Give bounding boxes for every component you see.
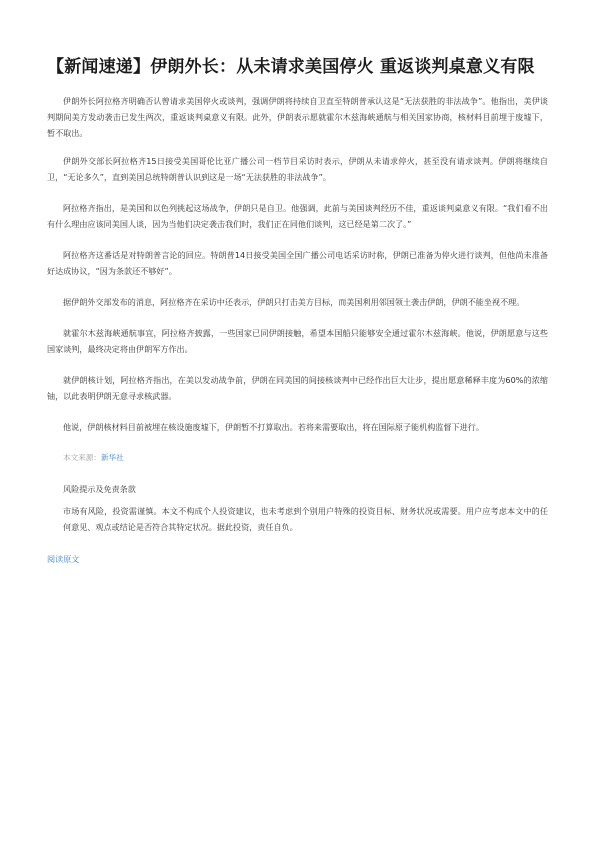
source-label: 本文来源：: [63, 453, 101, 462]
paragraph-trump-response: 阿拉格齐这番话是对特朗普言论的回应。特朗普14日接受美国全国广播公司电话采访时称，伊朗已准备为停火进行谈判，但他尚未准备好达成协议，“因为条款还不够好”。: [47, 250, 548, 276]
disclaimer-text: 市场有风险，投资需谨慎。本文不构成个人投资建议，也未考虑到个别用户特殊的投资目标、财务状况或需要。用户应考虑本文中的任何意见、观点或结论是否符合其特定状况。据此投资，责任自负。: [63, 506, 548, 532]
article-body: [47, 93, 548, 567]
disclaimer-section: [47, 481, 548, 535]
read-original-link[interactable]: 阅读原文: [47, 554, 80, 564]
paragraph-war-origin: 阿拉格齐指出，是美国和以色列挑起这场战争，伊朗只是自卫。他强调，此前与美国谈判经历不佳，重返谈判桌意义有限。“我们看不出有什么理由应该同美国人谈，因为当他们决定袭击我们时，我们正在同他们谈判，这已经是第二次了。”: [47, 203, 548, 229]
article-source: [47, 450, 548, 466]
paragraph-nuclear-material: 他说，伊朗核材料目前被埋在核设施废墟下，伊朗暂不打算取出。若将来需要取出，将在国际原子能机构监督下进行。: [63, 422, 484, 432]
disclaimer-title: 风险提示及免责条款: [63, 484, 136, 494]
paragraph-interview: 伊朗外交部长阿拉格齐15日接受美国哥伦比亚广播公司一档节目采访时表示，伊朗从未请求停火，甚至没有请求谈判。伊朗将继续自卫，“无论多久”，直到美国总统特朗普认识到这是一场“无法获胜的非法战争”。: [47, 156, 548, 182]
paragraph-nuclear-plan: 就伊朗核计划，阿拉格齐指出，在美以发动战争前，伊朗在同美国的间接核谈判中已经作出巨大让步，提出愿意稀释丰度为60%的浓缩铀，以此表明伊朗无意寻求核武器。: [47, 375, 548, 401]
paragraph-targets: 据伊朗外交部发布的消息，阿拉格齐在采访中还表示，伊朗只打击美方目标，而美国利用邻国领土袭击伊朗，伊朗不能坐视不理。: [63, 297, 525, 307]
source-link[interactable]: 新华社: [100, 453, 124, 462]
paragraph-summary: 伊朗外长阿拉格齐明确否认曾请求美国停火或谈判，强调伊朗将持续自卫直至特朗普承认这是“无法获胜的非法战争”。他指出，美伊谈判期间美方发动袭击已发生两次，重返谈判桌意义有限。此外，伊朗表示愿就霍尔木兹海峡通航与相关国家协商，核材料目前埋于废墟下，暂不取出。: [47, 96, 548, 138]
paragraph-hormuz: 就霍尔木兹海峡通航事宜，阿拉格齐披露，一些国家已同伊朗接触，希望本国船只能够安全通过霍尔木兹海峡。他说，伊朗愿意与这些国家谈判，最终决定将由伊朗军方作出。: [47, 328, 548, 354]
article-title: 【新闻速递】伊朗外长：从未请求美国停火 重返谈判桌意义有限: [47, 57, 535, 77]
